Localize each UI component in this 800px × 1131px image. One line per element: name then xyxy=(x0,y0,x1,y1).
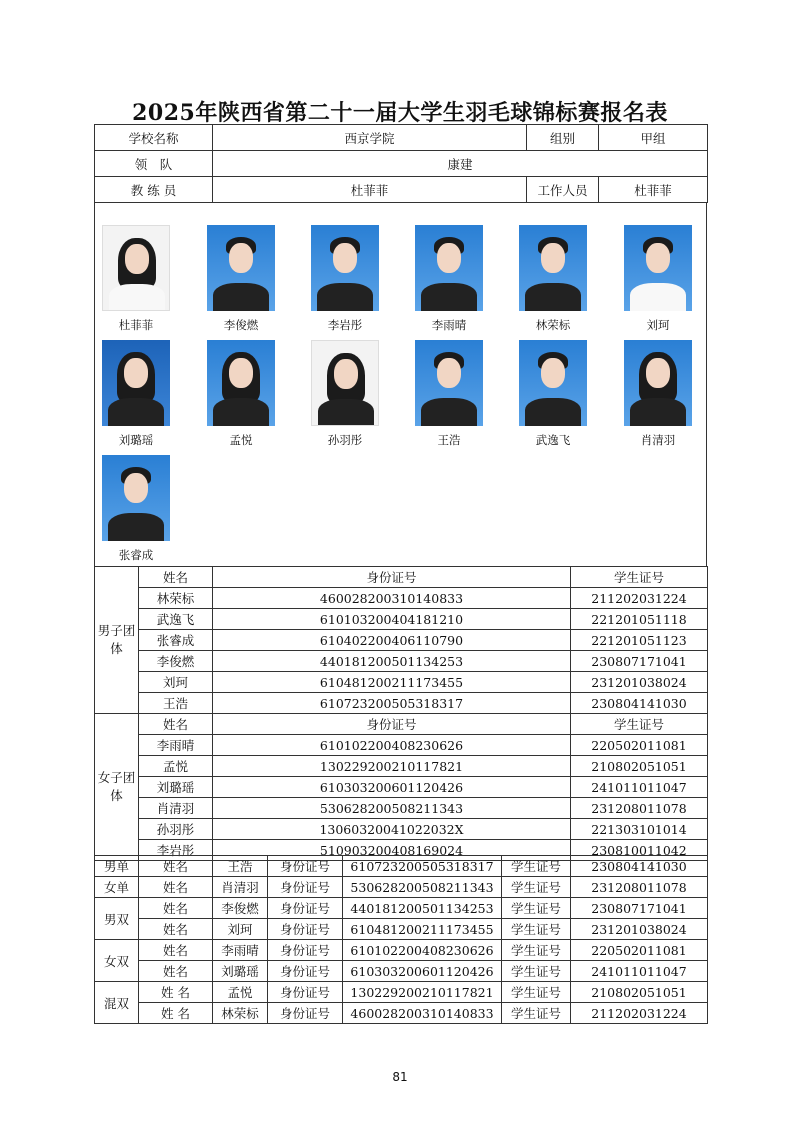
photo-caption: 李俊燃 xyxy=(223,318,259,332)
id-label: 身份证号 xyxy=(268,856,343,877)
portrait-photo xyxy=(102,225,170,311)
player-id: 610103200404181210 xyxy=(213,609,571,630)
student-id-label: 学生证号 xyxy=(502,856,571,877)
id-label: 身份证号 xyxy=(268,961,343,982)
photo-card xyxy=(613,340,703,448)
id-label: 身份证号 xyxy=(268,898,343,919)
player-student-id: 211202031224 xyxy=(571,588,708,609)
name-label: 姓名 xyxy=(139,961,213,982)
portrait-photo xyxy=(102,340,170,426)
group-value: 甲组 xyxy=(599,125,708,151)
photo-caption: 李岩彤 xyxy=(327,318,363,332)
player-id: 130229200210117821 xyxy=(213,756,571,777)
student-id-label: 学生证号 xyxy=(502,940,571,961)
table-row xyxy=(95,777,708,798)
player-id: 610723200505318317 xyxy=(343,856,502,877)
events-table xyxy=(94,855,708,1024)
player-id: 610481200211173455 xyxy=(343,919,502,940)
form-title: 2025年陕西省第二十一届大学生羽毛球锦标赛报名表 xyxy=(132,100,668,126)
name-label: 姓名 xyxy=(139,940,213,961)
portrait-photo xyxy=(624,340,692,426)
photo-caption: 肖清羽 xyxy=(640,433,676,447)
name-label: 姓 名 xyxy=(139,1003,213,1024)
photo-card xyxy=(300,225,390,333)
player-name: 武逸飞 xyxy=(139,609,213,630)
player-student-id: 230807171041 xyxy=(571,898,708,919)
photo-card xyxy=(91,340,181,448)
id-label: 身份证号 xyxy=(268,877,343,898)
table-row xyxy=(95,877,708,898)
player-id: 610723200505318317 xyxy=(213,693,571,714)
player-name: 张睿成 xyxy=(139,630,213,651)
photo-caption: 刘珂 xyxy=(646,318,670,332)
name-label: 姓名 xyxy=(139,898,213,919)
table-row xyxy=(95,819,708,840)
player-name: 肖清羽 xyxy=(213,877,268,898)
table-row xyxy=(95,651,708,672)
column-header: 学生证号 xyxy=(571,567,708,588)
event-label: 混双 xyxy=(95,982,139,1024)
column-header: 姓名 xyxy=(139,714,213,735)
photo-caption: 林荣标 xyxy=(535,318,571,332)
name-label: 姓名 xyxy=(139,877,213,898)
column-header: 姓名 xyxy=(139,567,213,588)
player-student-id: 221303101014 xyxy=(571,819,708,840)
id-label: 身份证号 xyxy=(268,982,343,1003)
photo-card xyxy=(91,455,181,563)
player-student-id: 231208011078 xyxy=(571,798,708,819)
player-name: 李俊燃 xyxy=(139,651,213,672)
photo-caption: 杜菲菲 xyxy=(118,318,154,332)
photo-caption: 李雨晴 xyxy=(431,318,467,332)
coach-value: 杜菲菲 xyxy=(213,177,527,203)
player-id: 440181200501134253 xyxy=(343,898,502,919)
staff-value: 杜菲菲 xyxy=(599,177,708,203)
photo-caption: 孟悦 xyxy=(229,433,253,447)
player-name: 刘璐瑶 xyxy=(213,961,268,982)
staff-label: 工作人员 xyxy=(527,177,599,203)
photo-card xyxy=(508,225,598,333)
photo-caption: 武逸飞 xyxy=(535,433,571,447)
id-label: 身份证号 xyxy=(268,919,343,940)
table-row xyxy=(95,982,708,1003)
table-row xyxy=(95,693,708,714)
student-id-label: 学生证号 xyxy=(502,1003,571,1024)
player-name: 李岩彤 xyxy=(139,840,213,861)
photo-caption: 刘璐瑶 xyxy=(118,433,154,447)
student-id-label: 学生证号 xyxy=(502,961,571,982)
table-row xyxy=(95,672,708,693)
photo-card xyxy=(196,340,286,448)
header-table xyxy=(94,124,708,203)
table-row xyxy=(95,756,708,777)
photo-card xyxy=(404,225,494,333)
player-name: 李俊燃 xyxy=(213,898,268,919)
column-header: 学生证号 xyxy=(571,714,708,735)
player-name: 林荣标 xyxy=(139,588,213,609)
player-student-id: 231201038024 xyxy=(571,919,708,940)
id-label: 身份证号 xyxy=(268,940,343,961)
team-players-table xyxy=(94,566,708,861)
portrait-photo xyxy=(415,225,483,311)
player-student-id: 230807171041 xyxy=(571,651,708,672)
women-team-label: 女子团体 xyxy=(95,714,139,861)
player-name: 王浩 xyxy=(139,693,213,714)
table-row xyxy=(95,798,708,819)
player-student-id: 241011011047 xyxy=(571,961,708,982)
portrait-photo xyxy=(207,340,275,426)
portrait-photo xyxy=(311,340,379,426)
portrait-photo xyxy=(519,340,587,426)
leader-value: 康建 xyxy=(213,151,708,177)
player-student-id: 230810011042 xyxy=(571,840,708,861)
event-label: 女双 xyxy=(95,940,139,982)
player-name: 李雨晴 xyxy=(213,940,268,961)
portrait-photo xyxy=(102,455,170,541)
photo-card xyxy=(404,340,494,448)
student-id-label: 学生证号 xyxy=(502,898,571,919)
player-id: 510903200408169024 xyxy=(213,840,571,861)
school-label: 学校名称 xyxy=(95,125,213,151)
player-id: 130229200210117821 xyxy=(343,982,502,1003)
portrait-photo xyxy=(519,225,587,311)
player-id: 610102200408230626 xyxy=(343,940,502,961)
player-name: 林荣标 xyxy=(213,1003,268,1024)
player-id: 610102200408230626 xyxy=(213,735,571,756)
leader-row xyxy=(95,151,708,177)
name-label: 姓名 xyxy=(139,919,213,940)
table-row xyxy=(95,961,708,982)
player-name: 孟悦 xyxy=(213,982,268,1003)
player-name: 刘珂 xyxy=(139,672,213,693)
name-label: 姓 名 xyxy=(139,982,213,1003)
player-id: 440181200501134253 xyxy=(213,651,571,672)
portrait-photo xyxy=(624,225,692,311)
portrait-photo xyxy=(415,340,483,426)
coach-row xyxy=(95,177,708,203)
table-row xyxy=(95,856,708,877)
player-id: 460028200310140833 xyxy=(213,588,571,609)
player-student-id: 221201051123 xyxy=(571,630,708,651)
event-label: 女单 xyxy=(95,877,139,898)
player-student-id: 241011011047 xyxy=(571,777,708,798)
table-row xyxy=(95,735,708,756)
portrait-photo xyxy=(207,225,275,311)
photo-card xyxy=(613,225,703,333)
player-student-id: 230804141030 xyxy=(571,693,708,714)
player-student-id: 231201038024 xyxy=(571,672,708,693)
table-row xyxy=(95,609,708,630)
table-row xyxy=(95,898,708,919)
player-name: 肖清羽 xyxy=(139,798,213,819)
player-student-id: 220502011081 xyxy=(571,940,708,961)
photo-card xyxy=(508,340,598,448)
player-id: 610303200601120426 xyxy=(343,961,502,982)
photo-gallery xyxy=(94,203,707,566)
portrait-photo xyxy=(311,225,379,311)
player-student-id: 210802051051 xyxy=(571,756,708,777)
photo-caption: 张睿成 xyxy=(118,548,154,562)
student-id-label: 学生证号 xyxy=(502,877,571,898)
table-row xyxy=(95,588,708,609)
player-name: 王浩 xyxy=(213,856,268,877)
student-id-label: 学生证号 xyxy=(502,982,571,1003)
player-student-id: 231208011078 xyxy=(571,877,708,898)
table-row xyxy=(95,1003,708,1024)
school-value: 西京学院 xyxy=(213,125,527,151)
player-id: 530628200508211343 xyxy=(343,877,502,898)
table-row xyxy=(95,630,708,651)
photo-card xyxy=(196,225,286,333)
school-row xyxy=(95,125,708,151)
player-id: 530628200508211343 xyxy=(213,798,571,819)
photo-card xyxy=(91,225,181,333)
player-name: 刘珂 xyxy=(213,919,268,940)
player-name: 孟悦 xyxy=(139,756,213,777)
coach-label: 教 练 员 xyxy=(95,177,213,203)
player-student-id: 211202031224 xyxy=(571,1003,708,1024)
event-label: 男双 xyxy=(95,898,139,940)
men-team-label: 男子团体 xyxy=(95,567,139,714)
name-label: 姓名 xyxy=(139,856,213,877)
page-number: 81 xyxy=(392,1070,408,1084)
column-header: 身份证号 xyxy=(213,567,571,588)
player-student-id: 221201051118 xyxy=(571,609,708,630)
event-label: 男单 xyxy=(95,856,139,877)
photo-caption: 王浩 xyxy=(437,433,461,447)
player-id: 610402200406110790 xyxy=(213,630,571,651)
column-header: 身份证号 xyxy=(213,714,571,735)
id-label: 身份证号 xyxy=(268,1003,343,1024)
photo-caption: 孙羽彤 xyxy=(327,433,363,447)
player-name: 李雨晴 xyxy=(139,735,213,756)
player-name: 孙羽彤 xyxy=(139,819,213,840)
student-id-label: 学生证号 xyxy=(502,919,571,940)
player-student-id: 220502011081 xyxy=(571,735,708,756)
player-id: 13060320041022032X xyxy=(213,819,571,840)
player-id: 610481200211173455 xyxy=(213,672,571,693)
player-student-id: 210802051051 xyxy=(571,982,708,1003)
player-id: 460028200310140833 xyxy=(343,1003,502,1024)
group-label: 组别 xyxy=(527,125,599,151)
table-row xyxy=(95,940,708,961)
photo-card xyxy=(300,340,390,448)
table-row xyxy=(95,919,708,940)
player-id: 610303200601120426 xyxy=(213,777,571,798)
player-name: 刘璐瑶 xyxy=(139,777,213,798)
player-student-id: 230804141030 xyxy=(571,856,708,877)
leader-label: 领 队 xyxy=(95,151,213,177)
